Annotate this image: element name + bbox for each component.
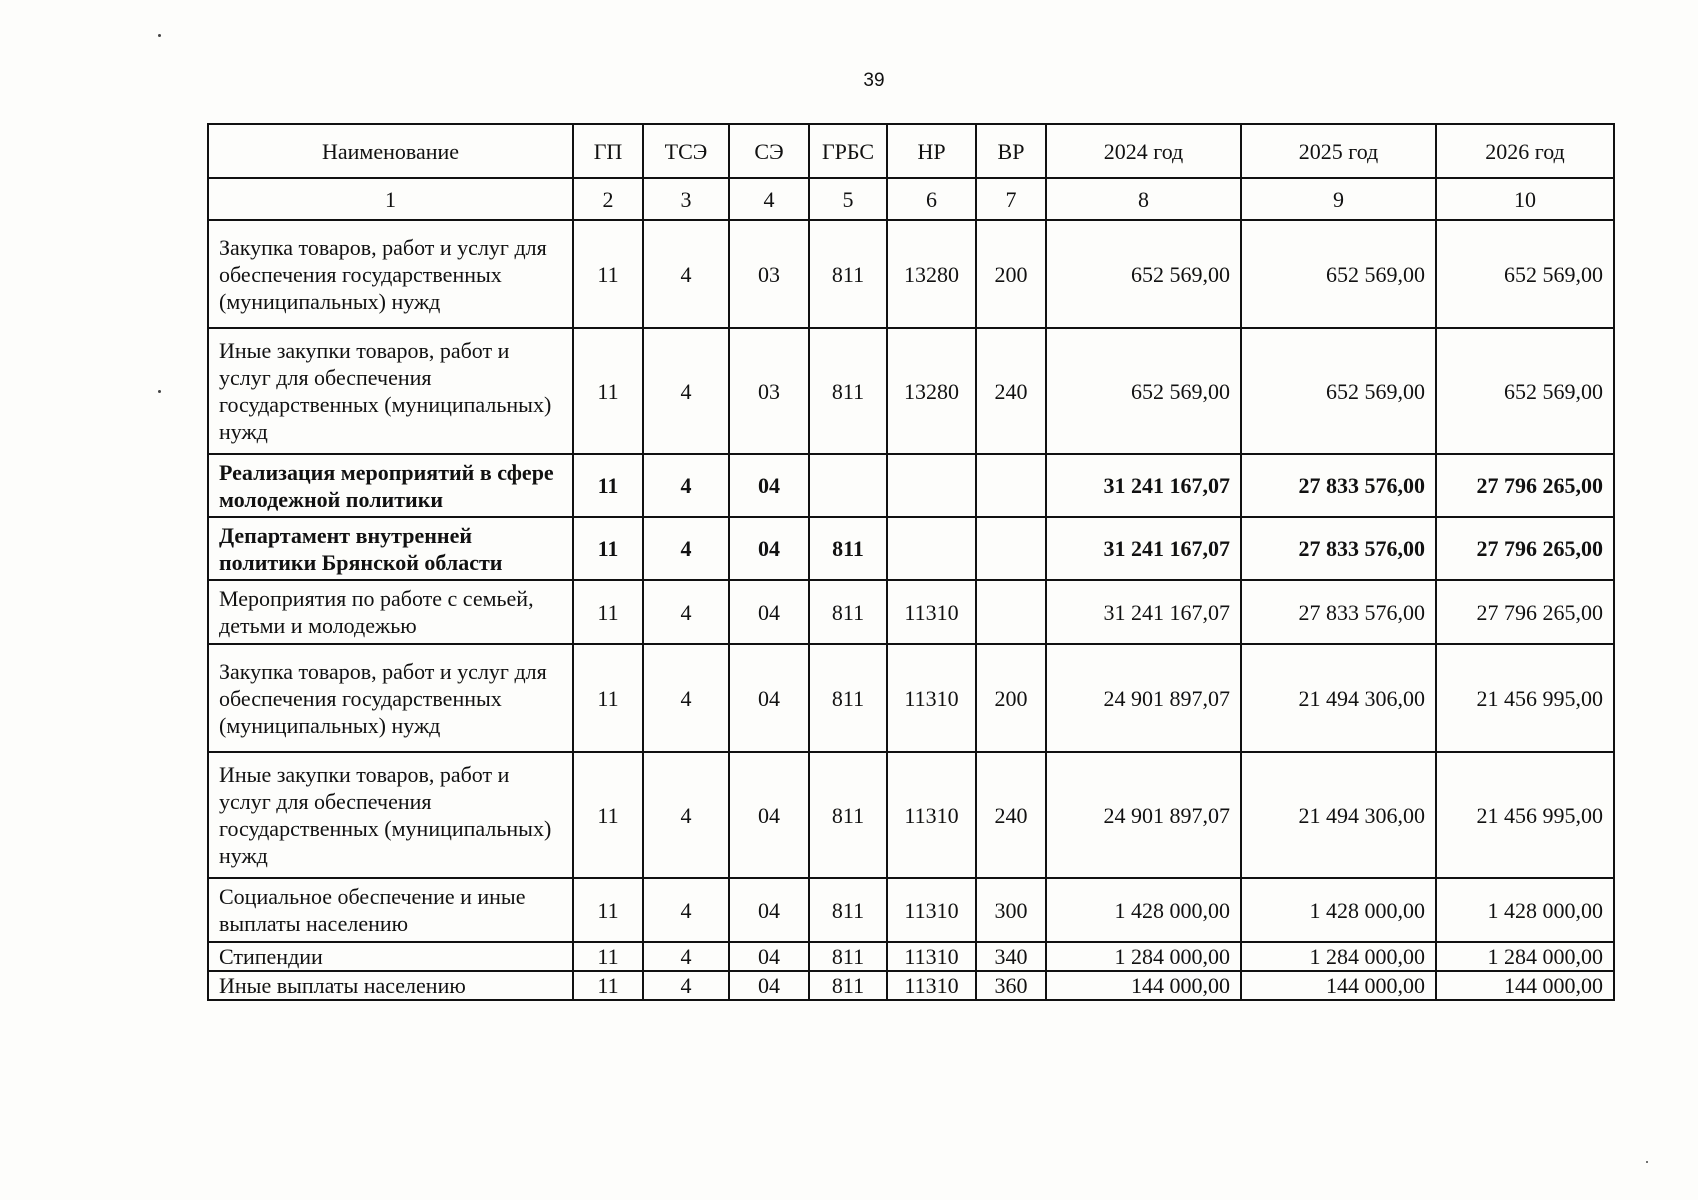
budget-table <box>207 123 1615 1001</box>
cell-2025: 27 833 576,00 <box>1241 580 1436 644</box>
cell-tse: 4 <box>643 328 729 454</box>
cell-gp: 11 <box>573 942 643 971</box>
cell-name: Иные выплаты населению <box>208 971 573 1000</box>
cell-tse: 4 <box>643 580 729 644</box>
header-row <box>208 124 1614 178</box>
cell-name: Закупка товаров, работ и услуг для обеспечения государственных (муниципальных) нужд <box>208 220 573 328</box>
header-name: Наименование <box>208 124 573 178</box>
cell-2026: 652 569,00 <box>1436 328 1614 454</box>
cell-nr: 11310 <box>887 580 976 644</box>
cell-2026: 144 000,00 <box>1436 971 1614 1000</box>
cell-2026: 27 796 265,00 <box>1436 517 1614 580</box>
cell-2026: 21 456 995,00 <box>1436 752 1614 878</box>
cell-se: 04 <box>729 942 809 971</box>
cell-2024: 31 241 167,07 <box>1046 580 1241 644</box>
cell-2024: 31 241 167,07 <box>1046 517 1241 580</box>
header-2026: 2026 год <box>1436 124 1614 178</box>
cell-2026: 1 284 000,00 <box>1436 942 1614 971</box>
cell-nr: 11310 <box>887 644 976 752</box>
table-row <box>208 942 1614 971</box>
column-number: 5 <box>809 178 887 220</box>
cell-vr: 340 <box>976 942 1046 971</box>
cell-nr: 11310 <box>887 878 976 942</box>
cell-2025: 21 494 306,00 <box>1241 644 1436 752</box>
table-row <box>208 878 1614 942</box>
cell-gp: 11 <box>573 517 643 580</box>
cell-gp: 11 <box>573 220 643 328</box>
column-number-row <box>208 178 1614 220</box>
cell-2025: 21 494 306,00 <box>1241 752 1436 878</box>
cell-name: Закупка товаров, работ и услуг для обеспечения государственных (муниципальных) нужд <box>208 644 573 752</box>
header-2024: 2024 год <box>1046 124 1241 178</box>
cell-2026: 652 569,00 <box>1436 220 1614 328</box>
cell-name: Реализация мероприятий в сфере молодежной политики <box>208 454 573 517</box>
cell-tse: 4 <box>643 878 729 942</box>
cell-name: Мероприятия по работе с семьей, детьми и молодежью <box>208 580 573 644</box>
cell-2025: 652 569,00 <box>1241 328 1436 454</box>
cell-nr: 13280 <box>887 220 976 328</box>
cell-2025: 652 569,00 <box>1241 220 1436 328</box>
cell-vr: 200 <box>976 644 1046 752</box>
cell-2024: 1 428 000,00 <box>1046 878 1241 942</box>
scan-speck <box>158 34 161 37</box>
column-number: 8 <box>1046 178 1241 220</box>
cell-2025: 1 428 000,00 <box>1241 878 1436 942</box>
header-nr: НР <box>887 124 976 178</box>
table-row <box>208 580 1614 644</box>
cell-nr: 11310 <box>887 971 976 1000</box>
cell-2025: 144 000,00 <box>1241 971 1436 1000</box>
cell-grbs: 811 <box>809 644 887 752</box>
cell-tse: 4 <box>643 942 729 971</box>
scan-speck <box>158 390 161 393</box>
cell-gp: 11 <box>573 328 643 454</box>
cell-2024: 24 901 897,07 <box>1046 752 1241 878</box>
column-number: 3 <box>643 178 729 220</box>
cell-se: 03 <box>729 220 809 328</box>
cell-tse: 4 <box>643 454 729 517</box>
cell-grbs: 811 <box>809 328 887 454</box>
cell-2026: 27 796 265,00 <box>1436 580 1614 644</box>
cell-name: Социальное обеспечение и иные выплаты населению <box>208 878 573 942</box>
cell-gp: 11 <box>573 971 643 1000</box>
table-row <box>208 644 1614 752</box>
cell-se: 04 <box>729 971 809 1000</box>
cell-2025: 1 284 000,00 <box>1241 942 1436 971</box>
cell-grbs: 811 <box>809 752 887 878</box>
table-row <box>208 517 1614 580</box>
cell-vr <box>976 580 1046 644</box>
cell-2025: 27 833 576,00 <box>1241 517 1436 580</box>
cell-se: 04 <box>729 580 809 644</box>
cell-gp: 11 <box>573 644 643 752</box>
cell-2026: 21 456 995,00 <box>1436 644 1614 752</box>
cell-2024: 144 000,00 <box>1046 971 1241 1000</box>
table-row <box>208 220 1614 328</box>
cell-nr: 11310 <box>887 752 976 878</box>
cell-nr <box>887 517 976 580</box>
cell-nr: 11310 <box>887 942 976 971</box>
table-row <box>208 752 1614 878</box>
column-number: 10 <box>1436 178 1614 220</box>
cell-grbs: 811 <box>809 942 887 971</box>
cell-grbs <box>809 454 887 517</box>
cell-name: Департамент внутренней политики Брянской области <box>208 517 573 580</box>
column-number: 9 <box>1241 178 1436 220</box>
column-number: 6 <box>887 178 976 220</box>
cell-grbs: 811 <box>809 517 887 580</box>
cell-vr: 360 <box>976 971 1046 1000</box>
cell-tse: 4 <box>643 971 729 1000</box>
cell-2024: 1 284 000,00 <box>1046 942 1241 971</box>
column-number: 1 <box>208 178 573 220</box>
column-number: 7 <box>976 178 1046 220</box>
cell-vr: 200 <box>976 220 1046 328</box>
header-gp: ГП <box>573 124 643 178</box>
cell-vr: 240 <box>976 328 1046 454</box>
cell-gp: 11 <box>573 454 643 517</box>
cell-grbs: 811 <box>809 580 887 644</box>
cell-se: 03 <box>729 328 809 454</box>
cell-2026: 1 428 000,00 <box>1436 878 1614 942</box>
cell-grbs: 811 <box>809 220 887 328</box>
header-vr: ВР <box>976 124 1046 178</box>
cell-vr: 240 <box>976 752 1046 878</box>
cell-grbs: 811 <box>809 878 887 942</box>
cell-name: Стипендии <box>208 942 573 971</box>
cell-se: 04 <box>729 517 809 580</box>
cell-tse: 4 <box>643 752 729 878</box>
column-number: 4 <box>729 178 809 220</box>
header-tse: ТСЭ <box>643 124 729 178</box>
cell-gp: 11 <box>573 878 643 942</box>
cell-2024: 652 569,00 <box>1046 328 1241 454</box>
cell-name: Иные закупки товаров, работ и услуг для обеспечения государственных (муниципальных) нужд <box>208 328 573 454</box>
header-se: СЭ <box>729 124 809 178</box>
cell-tse: 4 <box>643 644 729 752</box>
cell-2024: 24 901 897,07 <box>1046 644 1241 752</box>
cell-vr: 300 <box>976 878 1046 942</box>
cell-se: 04 <box>729 644 809 752</box>
cell-2024: 31 241 167,07 <box>1046 454 1241 517</box>
cell-nr <box>887 454 976 517</box>
cell-name: Иные закупки товаров, работ и услуг для обеспечения государственных (муниципальных) нужд <box>208 752 573 878</box>
cell-2024: 652 569,00 <box>1046 220 1241 328</box>
scan-speck <box>1646 1161 1648 1163</box>
cell-se: 04 <box>729 878 809 942</box>
table-row <box>208 971 1614 1000</box>
cell-tse: 4 <box>643 220 729 328</box>
cell-se: 04 <box>729 454 809 517</box>
header-2025: 2025 год <box>1241 124 1436 178</box>
column-number: 2 <box>573 178 643 220</box>
table-row <box>208 328 1614 454</box>
cell-2026: 27 796 265,00 <box>1436 454 1614 517</box>
cell-gp: 11 <box>573 752 643 878</box>
cell-gp: 11 <box>573 580 643 644</box>
cell-2025: 27 833 576,00 <box>1241 454 1436 517</box>
cell-vr <box>976 517 1046 580</box>
cell-se: 04 <box>729 752 809 878</box>
cell-vr <box>976 454 1046 517</box>
page-number: 39 <box>863 70 885 91</box>
header-grbs: ГРБС <box>809 124 887 178</box>
cell-grbs: 811 <box>809 971 887 1000</box>
cell-tse: 4 <box>643 517 729 580</box>
table-row <box>208 454 1614 517</box>
cell-nr: 13280 <box>887 328 976 454</box>
